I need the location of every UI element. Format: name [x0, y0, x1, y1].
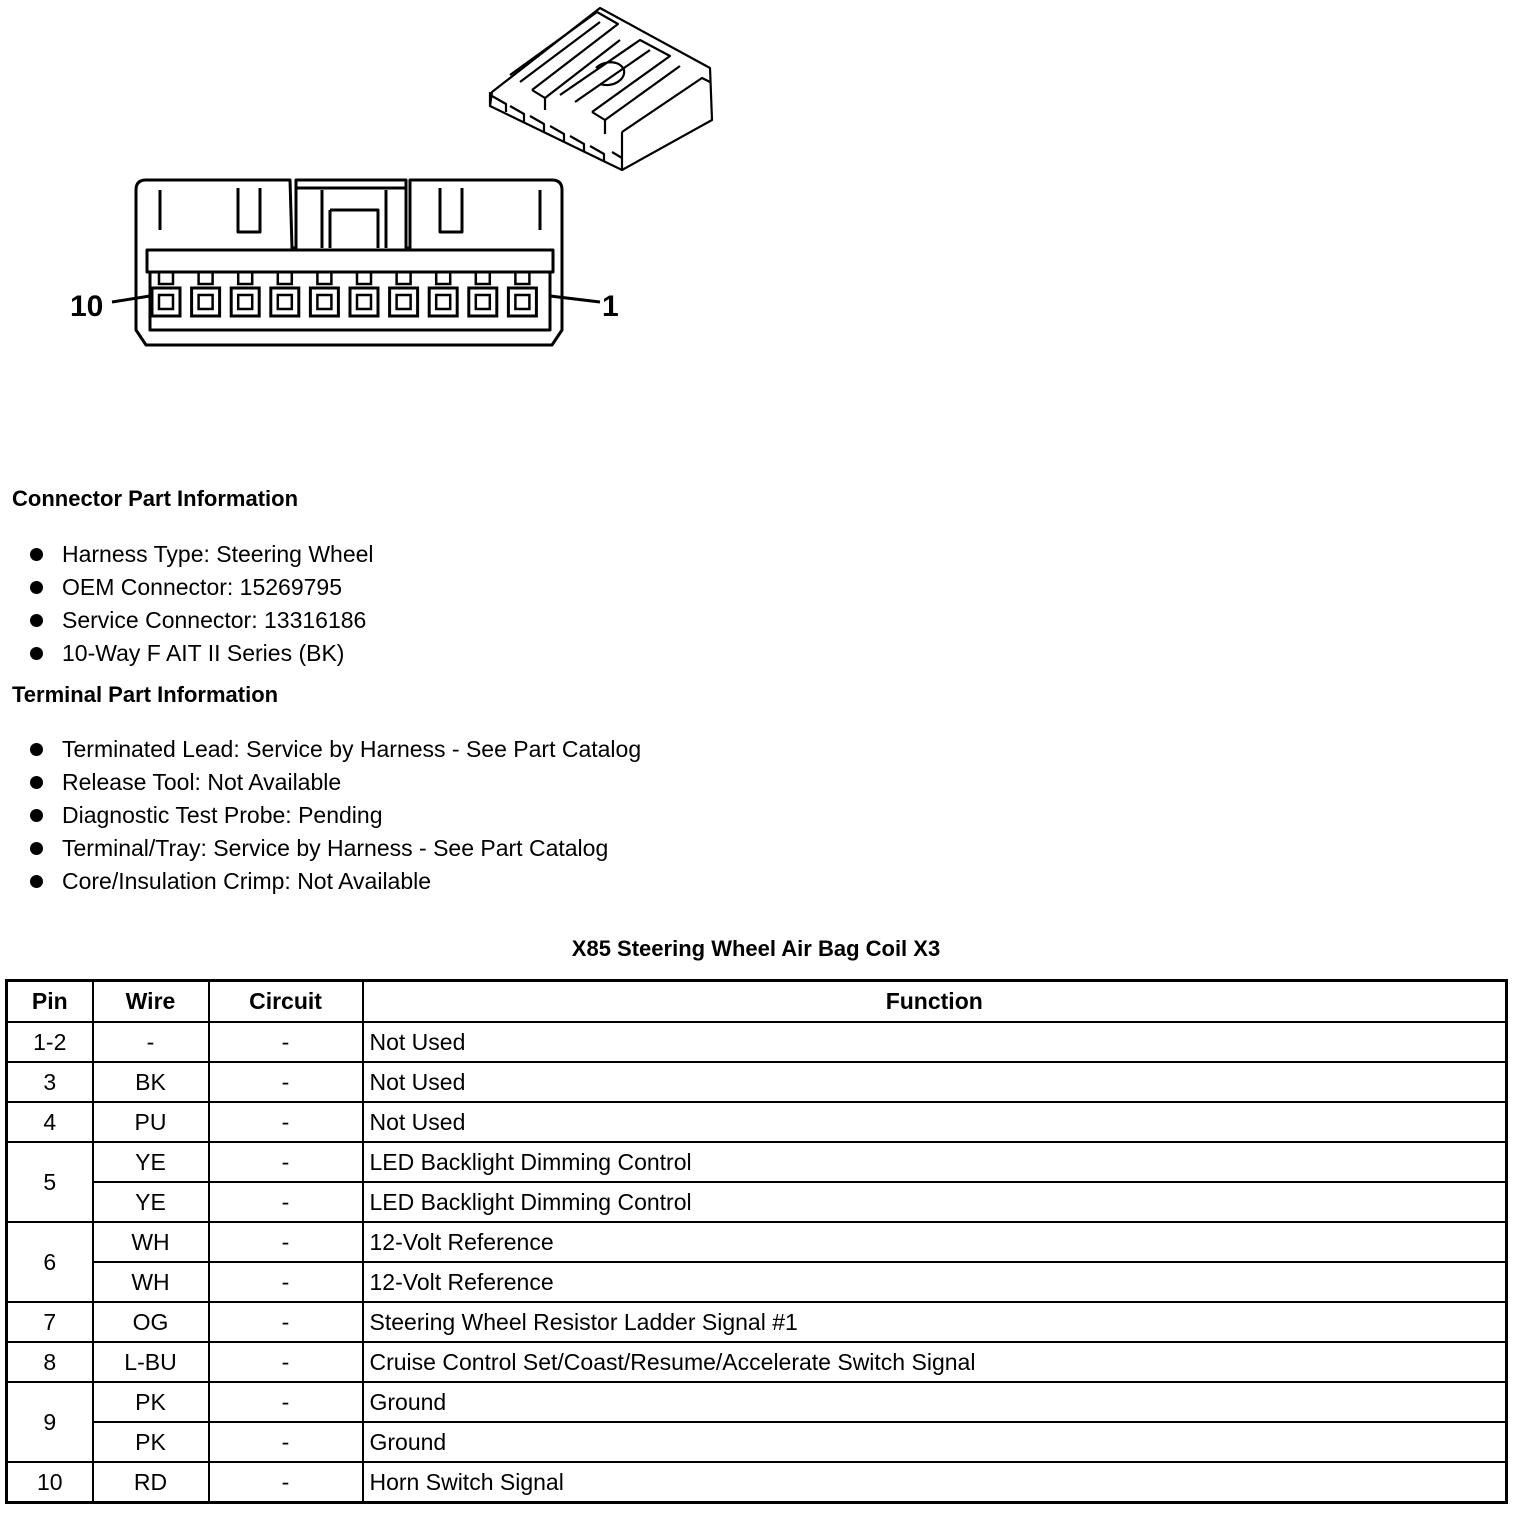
cavity	[271, 272, 299, 316]
circuit-cell: -	[209, 1182, 363, 1222]
function-cell: LED Backlight Dimming Control	[363, 1182, 1507, 1222]
list-item: Harness Type: Steering Wheel	[28, 538, 374, 571]
list-item: OEM Connector: 15269795	[28, 571, 374, 604]
header-function: Function	[363, 981, 1507, 1023]
terminal-info-list	[28, 733, 641, 898]
connector-diagram	[0, 0, 760, 380]
table-row	[7, 1262, 1507, 1302]
cavity	[310, 272, 338, 316]
table-row	[7, 1022, 1507, 1062]
cavity	[469, 272, 497, 316]
table-header-row	[7, 981, 1507, 1023]
header-pin: Pin	[7, 981, 93, 1023]
list-item: Terminal/Tray: Service by Harness - See Part Catalog	[28, 832, 641, 865]
terminal-info-heading: Terminal Part Information	[12, 682, 279, 707]
pin-cell: 6	[7, 1222, 93, 1302]
wire-cell: PK	[93, 1422, 209, 1462]
table-row	[7, 1422, 1507, 1462]
connector-face	[112, 180, 600, 345]
cavity	[350, 272, 378, 316]
table-row	[7, 1302, 1507, 1342]
pin-cell: 10	[7, 1462, 93, 1503]
wire-cell: PK	[93, 1382, 209, 1422]
circuit-cell: -	[209, 1342, 363, 1382]
pinout-table	[5, 979, 1508, 1504]
list-item: 10-Way F AIT II Series (BK)	[28, 637, 374, 670]
table-row	[7, 1382, 1507, 1422]
table-row	[7, 1222, 1507, 1262]
circuit-cell: -	[209, 1382, 363, 1422]
pin-cell: 3	[7, 1062, 93, 1102]
cavity-row	[152, 272, 536, 316]
wire-cell: WH	[93, 1262, 209, 1302]
pin-1-label: 1	[602, 290, 619, 323]
pin-cell: 9	[7, 1382, 93, 1462]
connector-info-heading: Connector Part Information	[12, 486, 299, 511]
wire-cell: YE	[93, 1142, 209, 1182]
wire-cell: OG	[93, 1302, 209, 1342]
cavity	[390, 272, 418, 316]
table-row	[7, 1462, 1507, 1503]
function-cell: 12-Volt Reference	[363, 1222, 1507, 1262]
circuit-cell: -	[209, 1062, 363, 1102]
function-cell: Steering Wheel Resistor Ladder Signal #1	[363, 1302, 1507, 1342]
header-wire: Wire	[93, 981, 209, 1023]
cavity	[192, 272, 220, 316]
circuit-cell: -	[209, 1142, 363, 1182]
list-item: Terminated Lead: Service by Harness - See Part Catalog	[28, 733, 641, 766]
wire-cell: -	[93, 1022, 209, 1062]
cavity	[231, 272, 259, 316]
pin-cell: 5	[7, 1142, 93, 1222]
function-cell: Not Used	[363, 1062, 1507, 1102]
wire-cell: WH	[93, 1222, 209, 1262]
connector-drawing	[0, 0, 760, 380]
pin-cell: 8	[7, 1342, 93, 1382]
table-row	[7, 1142, 1507, 1182]
table-title: X85 Steering Wheel Air Bag Coil X3	[571, 936, 941, 961]
circuit-cell: -	[209, 1422, 363, 1462]
wire-cell: BK	[93, 1062, 209, 1102]
circuit-cell: -	[209, 1102, 363, 1142]
list-item: Core/Insulation Crimp: Not Available	[28, 865, 641, 898]
header-circuit: Circuit	[209, 981, 363, 1023]
table-row	[7, 1102, 1507, 1142]
list-item: Service Connector: 13316186	[28, 604, 374, 637]
function-cell: 12-Volt Reference	[363, 1262, 1507, 1302]
isometric-connector	[490, 8, 712, 170]
circuit-cell: -	[209, 1262, 363, 1302]
wire-cell: YE	[93, 1182, 209, 1222]
circuit-cell: -	[209, 1462, 363, 1503]
pin-cell: 4	[7, 1102, 93, 1142]
function-cell: Ground	[363, 1382, 1507, 1422]
circuit-cell: -	[209, 1222, 363, 1262]
table-row	[7, 1182, 1507, 1222]
wire-cell: L-BU	[93, 1342, 209, 1382]
function-cell: Not Used	[363, 1102, 1507, 1142]
list-item: Release Tool: Not Available	[28, 766, 641, 799]
circuit-cell: -	[209, 1022, 363, 1062]
cavity	[508, 272, 536, 316]
table-row	[7, 1342, 1507, 1382]
cavity	[152, 272, 180, 316]
function-cell: Not Used	[363, 1022, 1507, 1062]
function-cell: LED Backlight Dimming Control	[363, 1142, 1507, 1182]
pin-10-label: 10	[70, 290, 104, 323]
list-item: Diagnostic Test Probe: Pending	[28, 799, 641, 832]
table-row	[7, 1062, 1507, 1102]
function-cell: Cruise Control Set/Coast/Resume/Accelerate Switch Signal	[363, 1342, 1507, 1382]
pin-cell: 7	[7, 1302, 93, 1342]
connector-info-list	[28, 538, 374, 670]
wire-cell: PU	[93, 1102, 209, 1142]
circuit-cell: -	[209, 1302, 363, 1342]
pin-cell: 1-2	[7, 1022, 93, 1062]
function-cell: Ground	[363, 1422, 1507, 1462]
function-cell: Horn Switch Signal	[363, 1462, 1507, 1503]
cavity	[429, 272, 457, 316]
wire-cell: RD	[93, 1462, 209, 1503]
